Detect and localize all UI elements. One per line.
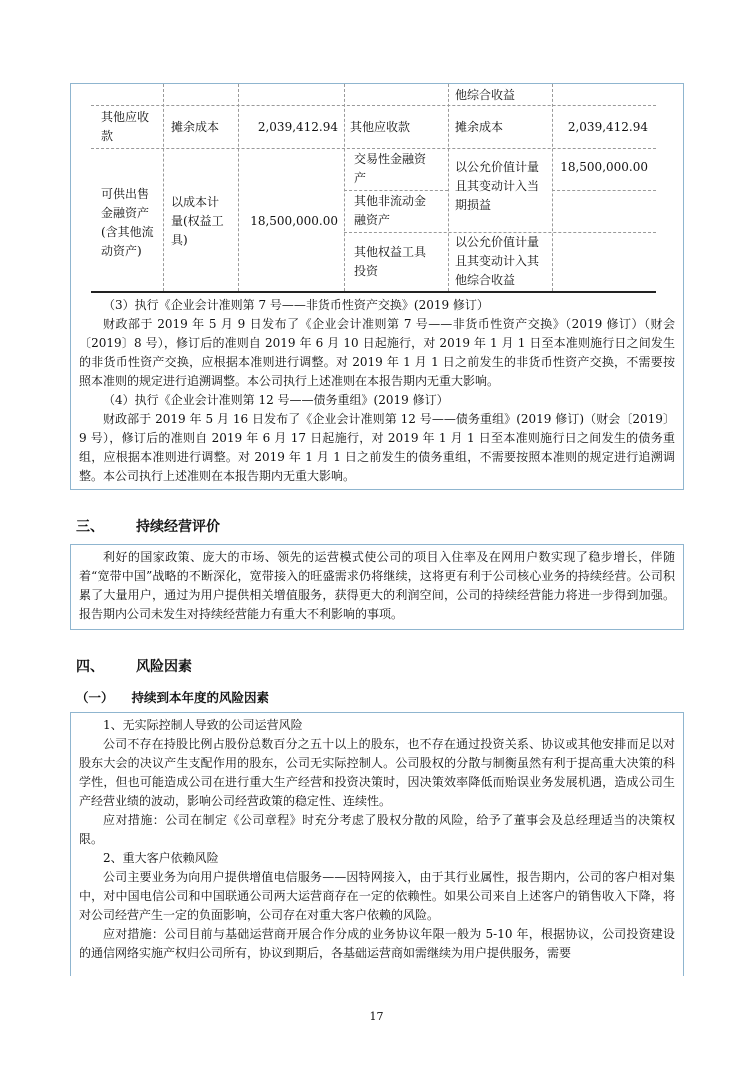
risk-heading: 1、无实际控制人导致的公司运营风险 bbox=[103, 718, 303, 732]
table-cell: 摊余成本 bbox=[455, 120, 504, 134]
subsection-title: 持续到本年度的风险因素 bbox=[131, 690, 270, 705]
policy-heading-4: （4）执行《企业会计准则第 12 号——债务重组》(2019 修订） bbox=[103, 393, 449, 407]
risk-factors-text bbox=[79, 716, 675, 963]
table-row-divider bbox=[91, 105, 656, 106]
table-col-divider bbox=[163, 84, 164, 291]
table-col-divider bbox=[552, 84, 553, 291]
table-cell: 以成本计 bbox=[171, 195, 220, 209]
table-cell: 动资产) bbox=[101, 244, 142, 258]
section-heading-3 bbox=[76, 516, 220, 536]
section-title: 持续经营评价 bbox=[136, 519, 220, 535]
table-row-divider bbox=[344, 232, 656, 233]
table-cell: 且其变动计入其 bbox=[455, 254, 540, 268]
table-cell: 且其变动计入当 bbox=[455, 179, 540, 193]
risk-factors-box bbox=[70, 712, 684, 976]
table-cell: (含其他流 bbox=[101, 225, 154, 239]
table-col-divider bbox=[238, 84, 239, 291]
table-row-divider bbox=[91, 148, 656, 149]
going-concern-box bbox=[70, 544, 684, 630]
table-cell: 以公允价值计量 bbox=[455, 160, 540, 174]
table-col-divider bbox=[448, 84, 449, 291]
table-row-divider bbox=[344, 190, 448, 191]
policy-heading-3: （3）执行《企业会计准则第 7 号——非货币性资产交换》(2019 修订） bbox=[103, 298, 489, 312]
risk-paragraph: 应对措施：公司目前与基础运营商开展合作分成的业务协议年限一般为 5-10 年，根据协议，公司投资建设的通信网络实施产权归公司所有，协议到期后，各基础运营商如需继续为用户提供服务，需要 bbox=[79, 927, 675, 960]
table-cell: 摊余成本 bbox=[171, 120, 220, 134]
going-concern-text bbox=[79, 548, 675, 624]
table-cell: 他综合收益 bbox=[455, 88, 516, 102]
page-number: 17 bbox=[369, 1010, 384, 1023]
table-cell: 18,500,000.00 bbox=[560, 160, 648, 174]
table-cell: 其他非流动金 bbox=[354, 194, 427, 208]
table-cell: 金融资产 bbox=[101, 206, 150, 220]
table-cell: 可供出售 bbox=[101, 187, 150, 201]
policy-paragraph: 财政部于 2019 年 5 月 9 日发布了《企业会计准则第 7 号——非货币性资产交换》（2019 修订）（财会〔2019〕8 号），修订后的准则自 2019 年 6 月 10 日起施行，对 2019 年 1 月 1 日至本准则施行日之间发生的非货币性资产交换，应根据本准则进行调整。对 2019 年 1 月 1 日之前发生的非货币性资产交换，不需要按照本准则的规定进行追溯调整。本公司执行上述准则在本报告期内无重大影响。 bbox=[79, 317, 675, 388]
table-col-divider bbox=[344, 84, 345, 291]
table-cell: 他综合收益 bbox=[455, 273, 516, 287]
section-title: 风险因素 bbox=[136, 659, 192, 675]
table-cell: 具) bbox=[171, 233, 188, 247]
subsection-number: （一） bbox=[76, 690, 114, 705]
risk-heading: 2、重大客户依赖风险 bbox=[103, 851, 219, 865]
risk-paragraph: 公司不存在持股比例占股份总数百分之五十以上的股东，也不存在通过投资关系、协议或其他安排而足以对股东大会的决议产生支配作用的股东，公司无实际控制人。公司股权的分散与制衡虽然有利于提高重大决策的科学性，但也可能造成公司在进行重大生产经营和投资决策时，因决策效率降低而贻误业务发展机遇，造成公司生产经营业绩的波动，影响公司经营政策的稳定性、连续性。 bbox=[79, 737, 675, 808]
risk-paragraph: 公司主要业务为向用户提供增值电信服务——因特网接入，由于其行业属性，报告期内，公司的客户相对集中，对中国电信公司和中国联通公司两大运营商存在一定的依赖性。如果公司来自上述客户的销售收入下降，将对公司经营产生一定的负面影响，公司存在对重大客户依赖的风险。 bbox=[79, 870, 675, 922]
table-cell: 交易性金融资 bbox=[354, 152, 427, 166]
table-cell: 量(权益工 bbox=[171, 214, 224, 228]
table-cell: 产 bbox=[354, 171, 367, 185]
table-cell: 融资产 bbox=[354, 213, 391, 227]
section-heading-4 bbox=[76, 656, 192, 676]
table-cell: 18,500,000.00 bbox=[250, 214, 338, 228]
table-and-policy-box bbox=[70, 83, 684, 490]
subsection-heading bbox=[76, 688, 269, 706]
table-cell: 其他应收款 bbox=[350, 120, 411, 134]
section-number: 三、 bbox=[76, 519, 104, 535]
risk-paragraph: 应对措施：公司在制定《公司章程》时充分考虑了股权分散的风险，给予了董事会及总经理适当的决策权限。 bbox=[79, 813, 675, 846]
table-cell: 2,039,412.94 bbox=[257, 120, 338, 134]
policy-paragraph: 财政部于 2019 年 5 月 16 日发布了《企业会计准则第 12 号——债务重组》(2019 修订)（财会〔2019〕9 号），修订后的准则自 2019 年 6 月 17 日起施行，对 2019 年 1 月 1 日至本准则施行日之间发生的债务重组，应根据本准则进行调整。对 2019 年 1 月 1 日之前发生的债务重组，不需要按照本准则的规定进行追溯调整。本公司执行上述准则在本报告期内无重大影响。 bbox=[79, 412, 675, 483]
table-row-divider bbox=[552, 190, 656, 191]
table-cell: 其他应收 bbox=[101, 110, 150, 124]
table-cell: 期损益 bbox=[455, 198, 492, 212]
table-cell: 款 bbox=[101, 129, 114, 143]
policy-text bbox=[79, 296, 675, 486]
table-cell: 2,039,412.94 bbox=[567, 120, 648, 134]
table-cell: 其他权益工具 bbox=[354, 245, 427, 259]
section-number: 四、 bbox=[76, 659, 104, 675]
table-cell: 以公允价值计量 bbox=[455, 235, 540, 249]
going-concern-paragraph: 利好的国家政策、庞大的市场、领先的运营模式使公司的项目入住率及在网用户数实现了稳步增长，伴随着“宽带中国”战略的不断深化，宽带接入的旺盛需求仍将继续，这将更有利于公司核心业务的持续经营。公司积累了大量用户，通过为用户提供相关增值服务，获得更大的利润空间，公司的持续经营能力将进一步得到加强。报告期内公司未发生对持续经营能力有重大不利影响的事项。 bbox=[79, 550, 675, 621]
table-cell: 投资 bbox=[354, 264, 379, 278]
table-bottom-rule bbox=[91, 291, 656, 293]
